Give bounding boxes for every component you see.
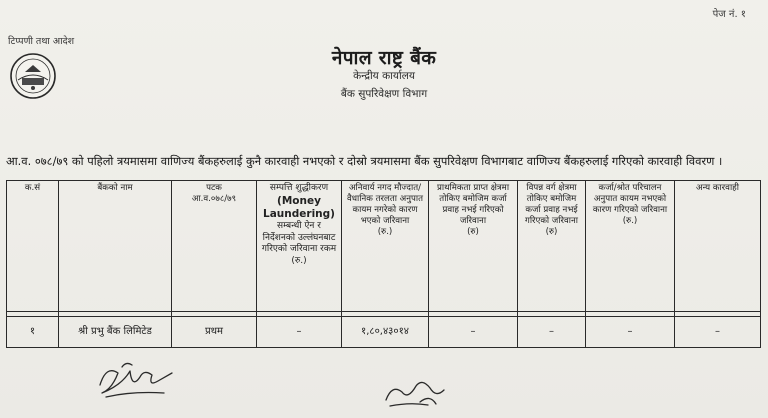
col-header-deprived-sector: विपन्न वर्ग क्षेत्रमा तोकिए बमोजिम कर्जा प्रवाह नभई गरिएको जरिवाना (रु): [518, 181, 586, 312]
cell-cd-ratio: –: [586, 317, 675, 348]
office-name: केन्द्रीय कार्यालय: [353, 70, 415, 82]
cell-money-laundering: –: [257, 317, 342, 348]
cell-crr-slr: १,८०,४३०१४: [342, 317, 429, 348]
col-header-crr-slr: अनिवार्य नगद मौज्दात/ वैधानिक तरलता अनुपात कायम नगरेको कारण भएको जरिवाना (रु.): [342, 181, 429, 312]
cell-other-action: –: [675, 317, 761, 348]
bank-name: नेपाल राष्ट्र बैंक: [331, 47, 437, 69]
col-header-other-action: अन्य कारवाही: [675, 181, 761, 312]
col-header-times: पटक आ.व.०७८/७९: [172, 181, 257, 312]
col-header-bank-name: बैंकको नाम: [59, 181, 172, 312]
action-details-table: [6, 180, 761, 348]
notes-label: टिप्पणी तथा आदेश: [8, 36, 75, 47]
signature-left: [92, 355, 182, 405]
cell-deprived-sector: –: [518, 317, 586, 348]
cell-priority-sector: –: [429, 317, 518, 348]
table-header-row: [7, 181, 761, 312]
cell-times: प्रथम: [172, 317, 257, 348]
col-header-sn: क.सं: [7, 181, 59, 312]
table-row: [7, 317, 761, 348]
cell-sn: १: [7, 317, 59, 348]
col-header-money-laundering: सम्पत्ति शुद्धीकरण (Money Laundering) सम्बन्धी ऐन र निर्देशनको उल्लंघनबाट गरिएको जरिवाना रकम (रु.): [257, 181, 342, 312]
department-name: बैंक सुपरिवेक्षण विभाग: [340, 88, 428, 100]
signature-right: [380, 372, 470, 412]
col-header-priority-sector: प्राथमिकता प्राप्त क्षेत्रमा तोकिए बमोजिम कर्जा प्रवाह नभई गरिएको जरिवाना (रु): [429, 181, 518, 312]
page-number: पेज नं. १: [712, 9, 746, 20]
cell-bank-name: श्री प्रभु बैंक लिमिटेड: [59, 317, 172, 348]
col-header-cd-ratio: कर्जा/श्रोत परिचालन अनुपात कायम नभएको कारण गरिएको जरिवाना (रु.): [586, 181, 675, 312]
action-details-heading: आ.व. ०७८/७९ को पहिलो त्रयमासमा वाणिज्य बैंकहरुलाई कुनै कारवाही नभएको र दोस्रो त्रयमासमा बैंक सुपरिवेक्षण विभागबाट वाणिज्य बैंकहरुलाई गरिएको कारवाही विवरण ।: [6, 154, 723, 168]
